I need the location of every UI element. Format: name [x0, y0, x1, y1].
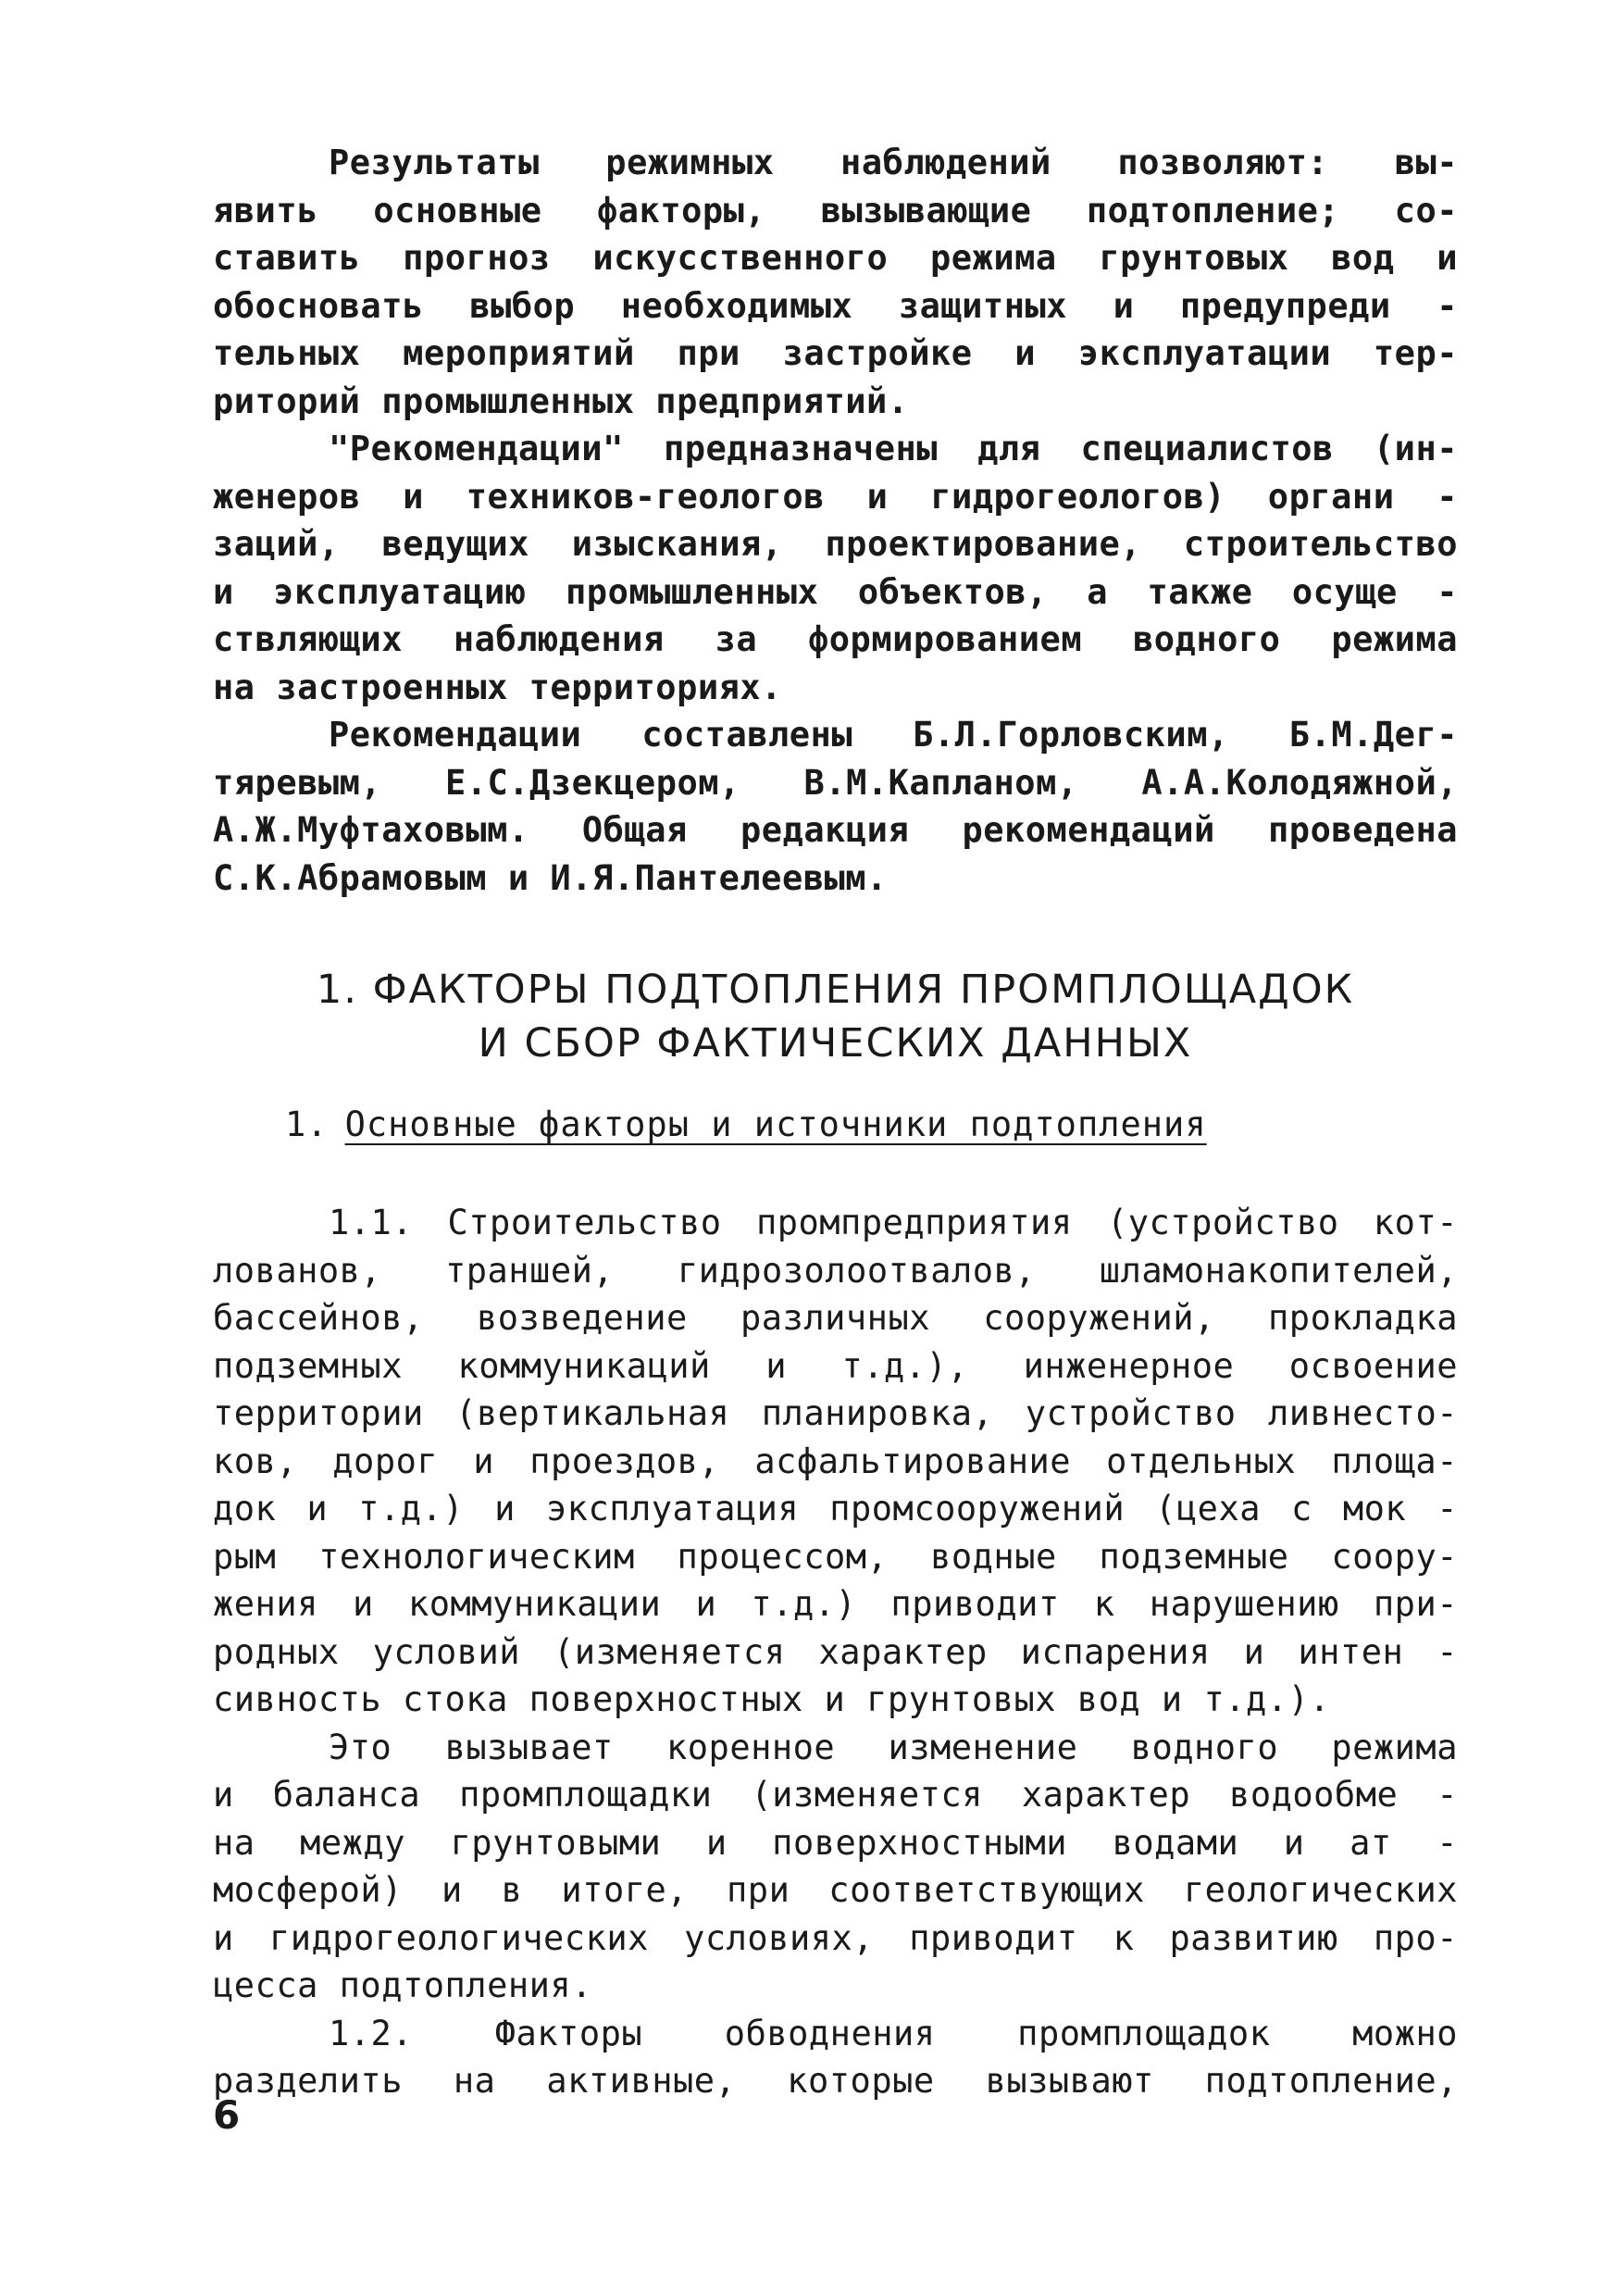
- text-line: родных условий (изменяется характер испарения и интен -: [213, 1631, 1458, 1672]
- text-line: ставить прогноз искусственного режима грунтовых вод и: [213, 238, 1458, 278]
- text-line: и эксплуатацию промышленных объектов, а также осуще -: [213, 571, 1458, 612]
- text-line: Рекомендации составлены Б.Л.Горловским, Б.М.Дег-: [329, 715, 1458, 755]
- text-line: А.Ж.Муфтаховым. Общая редакция рекомендаций проведена: [213, 810, 1458, 850]
- text-line: док и т.д.) и эксплуатация промсооружений (цеха с мок -: [213, 1489, 1458, 1529]
- text-line: "Рекомендации" предназначены для специалистов (ин-: [329, 429, 1458, 468]
- text-line: риторий промышленных предприятий.: [213, 381, 909, 421]
- text-line: мосферой) и в итоге, при соответствующих геологических: [213, 1870, 1458, 1910]
- text-line: 1.1. Строительство промпредприятия (устройство кот-: [329, 1203, 1458, 1242]
- text-line: ствляющих наблюдения за формированием водного режима: [213, 619, 1458, 659]
- section-heading: [213, 963, 1458, 1070]
- text-line: лованов, траншей, гидрозолоотвалов, шламонакопителей,: [213, 1250, 1458, 1291]
- text-line: тельных мероприятий при застройке и эксплуатации тер-: [213, 333, 1458, 373]
- body-paragraphs: [213, 1199, 1458, 2105]
- section-title-line-2: И СБОР ФАКТИЧЕСКИХ ДАННЫХ: [478, 1020, 1193, 1067]
- text-line: подземных коммуникаций и т.д.), инженерное освоение: [213, 1345, 1458, 1386]
- text-line: на застроенных территориях.: [213, 667, 782, 707]
- text-line: женеров и техников-геологов и гидрогеологов) органи -: [213, 476, 1458, 517]
- subsection-number: 1.: [285, 1104, 329, 1144]
- text-line: обосновать выбор необходимых защитных и предупреди -: [213, 285, 1458, 326]
- subsection-title: Основные факторы и источники подтопления: [344, 1104, 1207, 1144]
- intro-paragraphs: [213, 139, 1458, 902]
- text-line: разделить на активные, которые вызывают подтопление,: [213, 2061, 1458, 2101]
- text-line: и баланса промплощадки (изменяется характер водообме -: [213, 1775, 1458, 1815]
- text-line: С.К.Абрамовым и И.Я.Пантелеевым.: [213, 857, 888, 898]
- text-line: бассейнов, возведение различных сооружений, прокладка: [213, 1298, 1458, 1338]
- text-line: Это вызывает коренное изменение водного режима: [329, 1727, 1458, 1767]
- text-line: цесса подтопления.: [213, 1965, 592, 2005]
- text-line: территории (вертикальная планировка, устройство ливнесто-: [213, 1393, 1458, 1433]
- text-line: рым технологическим процессом, водные подземные соору-: [213, 1536, 1458, 1577]
- text-line: ков, дорог и проездов, асфальтирование отдельных площа-: [213, 1441, 1458, 1481]
- text-line: явить основные факторы, вызывающие подтопление; со-: [213, 190, 1458, 231]
- section-title-line-1: 1. ФАКТОРЫ ПОДТОПЛЕНИЯ ПРОМПЛОЩАДОК: [316, 967, 1355, 1013]
- text-line: 1.2. Факторы обводнения промплощадок можно: [329, 2013, 1458, 2053]
- page-number: 6: [213, 2092, 241, 2138]
- text-line: жения и коммуникации и т.д.) приводит к нарушению при-: [213, 1584, 1458, 1624]
- text-line: Результаты режимных наблюдений позволяют: вы-: [329, 143, 1458, 182]
- text-line: заций, ведущих изыскания, проектирование, строительство: [213, 524, 1458, 564]
- text-line: тяревым, Е.С.Дзекцером, В.М.Капланом, А.А.Колодяжной,: [213, 762, 1458, 803]
- text-line: сивность стока поверхностных и грунтовых вод и т.д.).: [213, 1679, 1331, 1719]
- subsection-heading: [285, 1102, 1207, 1148]
- text-line: на между грунтовыми и поверхностными водами и ат -: [213, 1822, 1458, 1863]
- text-line: и гидрогеологических условиях, приводит к развитию про-: [213, 1917, 1458, 1958]
